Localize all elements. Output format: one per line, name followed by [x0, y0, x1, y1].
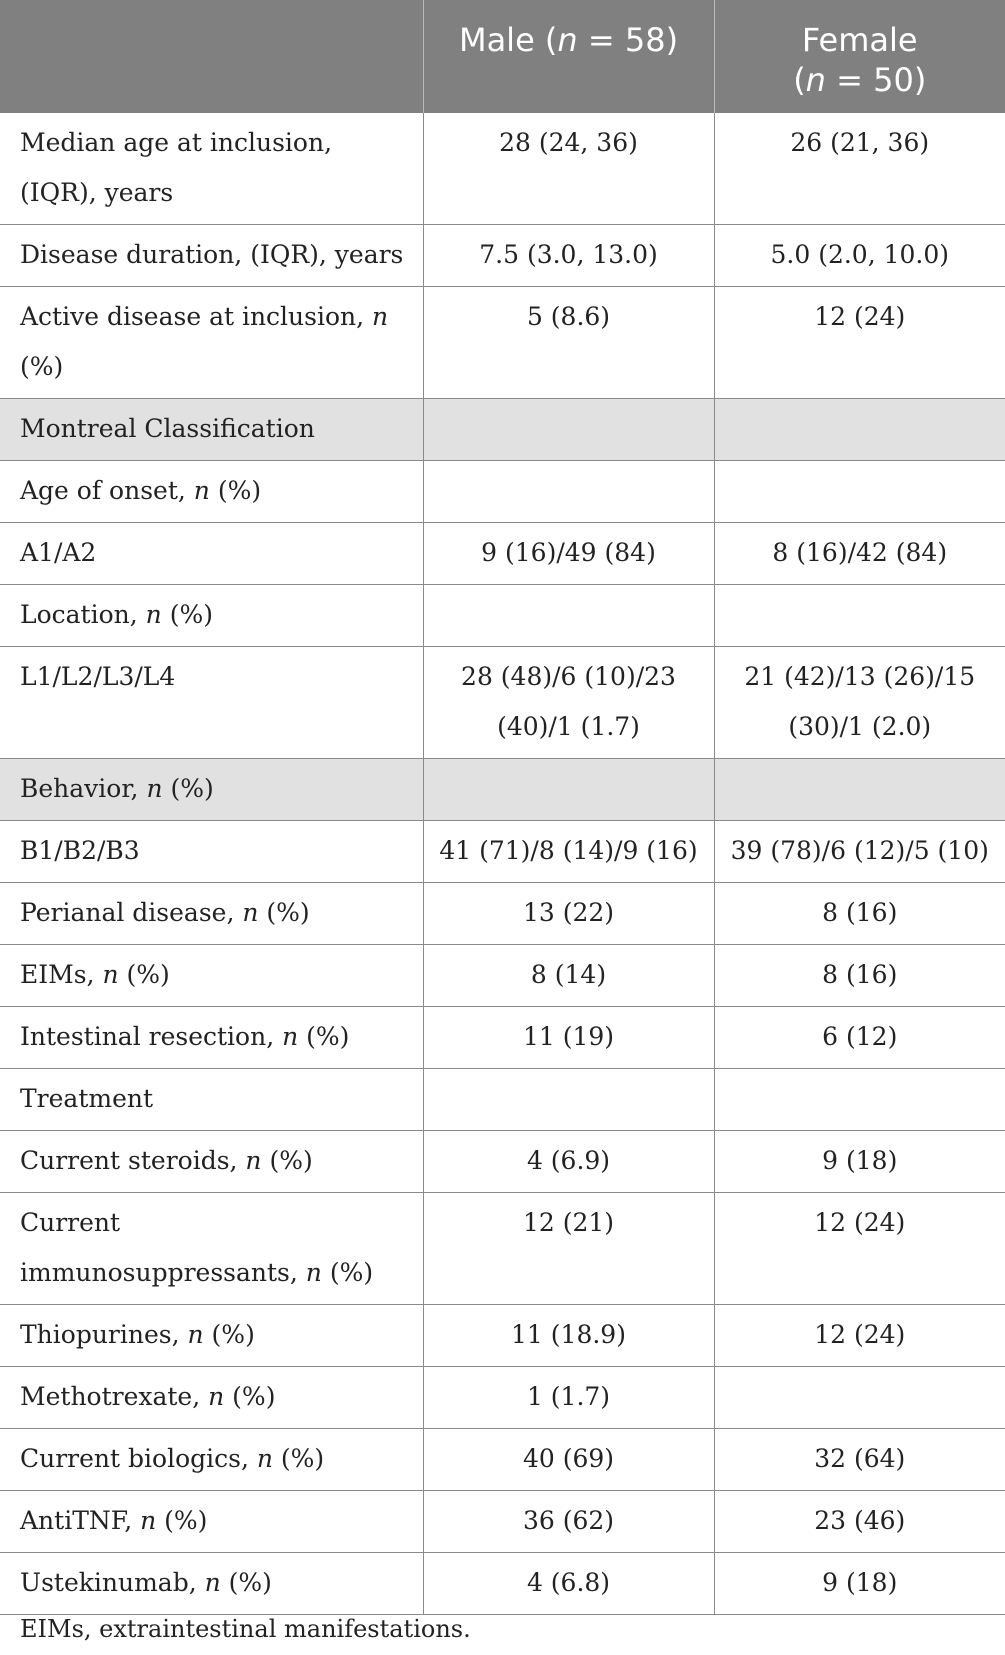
table-row	[0, 585, 1005, 647]
table-row	[0, 1007, 1005, 1069]
female-value	[714, 399, 1005, 461]
table-row	[0, 1429, 1005, 1491]
row-label-text: A1/A2	[20, 538, 97, 567]
male-value: 12 (21)	[423, 1193, 714, 1305]
table-row	[0, 759, 1005, 821]
table-row	[0, 523, 1005, 585]
row-label	[0, 113, 423, 225]
row-label-suffix: (%)	[118, 960, 170, 989]
male-value: 4 (6.9)	[423, 1131, 714, 1193]
row-label	[0, 647, 423, 759]
row-label-text: Treatment	[20, 1084, 154, 1113]
row-label	[0, 1193, 423, 1305]
female-value	[714, 1367, 1005, 1429]
row-label-n: n	[102, 960, 119, 989]
table-row	[0, 113, 1005, 225]
row-label-text: Location,	[20, 600, 146, 629]
row-label-suffix: (%)	[203, 1320, 255, 1349]
table-row	[0, 1553, 1005, 1615]
male-value: 28 (48)/6 (10)/23 (40)/1 (1.7)	[423, 647, 714, 759]
row-label-text: Perianal disease,	[20, 898, 243, 927]
female-value: 12 (24)	[714, 287, 1005, 399]
female-value: 12 (24)	[714, 1305, 1005, 1367]
row-label-text: Current biologics,	[20, 1444, 257, 1473]
row-label	[0, 585, 423, 647]
male-value: 8 (14)	[423, 945, 714, 1007]
female-value	[714, 585, 1005, 647]
male-value: 11 (18.9)	[423, 1305, 714, 1367]
row-label-text: Disease duration, (IQR), years	[20, 240, 404, 269]
row-label	[0, 1069, 423, 1131]
male-value: 1 (1.7)	[423, 1367, 714, 1429]
table-footnote: EIMs, extraintestinal manifestations.	[20, 1615, 471, 1643]
row-label-text: Active disease at inclusion,	[20, 302, 373, 331]
female-value: 9 (18)	[714, 1131, 1005, 1193]
row-label-suffix: (%)	[272, 1444, 325, 1473]
row-label-n: n	[256, 1444, 273, 1473]
header-male-n: n	[557, 21, 578, 59]
row-label-text: Thiopurines,	[20, 1320, 188, 1349]
header-male	[423, 0, 714, 113]
table-row	[0, 1193, 1005, 1305]
table-row	[0, 287, 1005, 399]
row-label	[0, 1305, 423, 1367]
table-row	[0, 945, 1005, 1007]
female-value: 21 (42)/13 (26)/15 (30)/1 (2.0)	[714, 647, 1005, 759]
header-label-cell	[0, 0, 423, 113]
row-label-suffix: (%)	[258, 898, 310, 927]
female-value: 23 (46)	[714, 1491, 1005, 1553]
row-label-text: Methotrexate,	[20, 1382, 209, 1411]
row-label	[0, 399, 423, 461]
female-value: 39 (78)/6 (12)/5 (10)	[714, 821, 1005, 883]
female-value: 8 (16)	[714, 883, 1005, 945]
male-value: 7.5 (3.0, 13.0)	[423, 225, 714, 287]
row-label-text: Median age at inclusion, (IQR), years	[20, 128, 333, 207]
row-label	[0, 883, 423, 945]
male-value: 4 (6.8)	[423, 1553, 714, 1615]
male-value	[423, 399, 714, 461]
header-female-count: = 50)	[825, 61, 927, 99]
row-label-suffix: (%)	[209, 476, 262, 505]
row-label-suffix: (%)	[298, 1022, 350, 1051]
header-female-n: n	[805, 61, 826, 99]
row-label-text: Montreal Classification	[20, 414, 315, 443]
row-label	[0, 287, 423, 399]
row-label	[0, 821, 423, 883]
row-label	[0, 461, 423, 523]
row-label	[0, 1553, 423, 1615]
row-label	[0, 225, 423, 287]
row-label-n: n	[245, 1146, 262, 1175]
header-female: Female (n = 50)	[714, 0, 1005, 113]
row-label-n: n	[193, 476, 210, 505]
row-label	[0, 1429, 423, 1491]
row-label-suffix: (%)	[261, 1146, 313, 1175]
header-female-label: Female	[801, 21, 918, 59]
row-label	[0, 1007, 423, 1069]
row-label-suffix: (%)	[20, 352, 64, 381]
male-value: 5 (8.6)	[423, 287, 714, 399]
female-value: 26 (21, 36)	[714, 113, 1005, 225]
row-label-n: n	[305, 1258, 322, 1287]
table-row	[0, 1069, 1005, 1131]
row-label-n: n	[208, 1382, 225, 1411]
male-value: 40 (69)	[423, 1429, 714, 1491]
male-value: 28 (24, 36)	[423, 113, 714, 225]
table-row	[0, 1491, 1005, 1553]
row-label-text: AntiTNF,	[20, 1506, 141, 1535]
row-label-n: n	[140, 1506, 157, 1535]
table-row	[0, 647, 1005, 759]
male-value: 13 (22)	[423, 883, 714, 945]
row-label-suffix: (%)	[220, 1568, 272, 1597]
table-row	[0, 461, 1005, 523]
row-label-text: Current steroids,	[20, 1146, 246, 1175]
row-label-text: Behavior,	[20, 774, 147, 803]
female-value: 5.0 (2.0, 10.0)	[714, 225, 1005, 287]
table-row	[0, 399, 1005, 461]
header-male-count: = 58)	[577, 21, 679, 59]
row-label	[0, 945, 423, 1007]
row-label-text: L1/L2/L3/L4	[20, 662, 176, 691]
header-male-label: Male (	[458, 21, 558, 59]
row-label-text: B1/B2/B3	[20, 836, 140, 865]
male-value: 11 (19)	[423, 1007, 714, 1069]
row-label-suffix: (%)	[156, 1506, 208, 1535]
row-label-suffix: (%)	[162, 774, 214, 803]
row-label-n: n	[242, 898, 259, 927]
row-label	[0, 759, 423, 821]
male-value	[423, 759, 714, 821]
table-row	[0, 883, 1005, 945]
male-value	[423, 1069, 714, 1131]
female-value: 9 (18)	[714, 1553, 1005, 1615]
female-value	[714, 461, 1005, 523]
row-label-text: Age of onset,	[20, 476, 194, 505]
row-label	[0, 1491, 423, 1553]
row-label	[0, 1367, 423, 1429]
row-label-n: n	[204, 1568, 221, 1597]
female-value: 8 (16)	[714, 945, 1005, 1007]
table-row	[0, 1131, 1005, 1193]
row-label-n: n	[146, 774, 163, 803]
row-label-suffix: (%)	[321, 1258, 374, 1287]
row-label	[0, 1131, 423, 1193]
row-label-n: n	[372, 302, 389, 331]
table-header-row	[0, 0, 1005, 113]
table-row	[0, 1367, 1005, 1429]
table-row	[0, 821, 1005, 883]
table-body	[0, 113, 1005, 1615]
male-value	[423, 461, 714, 523]
row-label-text: EIMs,	[20, 960, 103, 989]
female-value: 6 (12)	[714, 1007, 1005, 1069]
row-label-n: n	[282, 1022, 299, 1051]
male-value: 36 (62)	[423, 1491, 714, 1553]
female-value	[714, 759, 1005, 821]
row-label-text: Ustekinumab,	[20, 1568, 205, 1597]
row-label-n: n	[145, 600, 162, 629]
male-value: 41 (71)/8 (14)/9 (16)	[423, 821, 714, 883]
table-row	[0, 225, 1005, 287]
female-value: 8 (16)/42 (84)	[714, 523, 1005, 585]
row-label-suffix: (%)	[224, 1382, 276, 1411]
table-row	[0, 1305, 1005, 1367]
row-label-text: Intestinal resection,	[20, 1022, 283, 1051]
female-value: 12 (24)	[714, 1193, 1005, 1305]
male-value: 9 (16)/49 (84)	[423, 523, 714, 585]
row-label-n: n	[187, 1320, 204, 1349]
female-value	[714, 1069, 1005, 1131]
male-value	[423, 585, 714, 647]
female-value: 32 (64)	[714, 1429, 1005, 1491]
row-label	[0, 523, 423, 585]
row-label-text: Current immunosuppressants,	[20, 1208, 306, 1287]
row-label-suffix: (%)	[161, 600, 213, 629]
